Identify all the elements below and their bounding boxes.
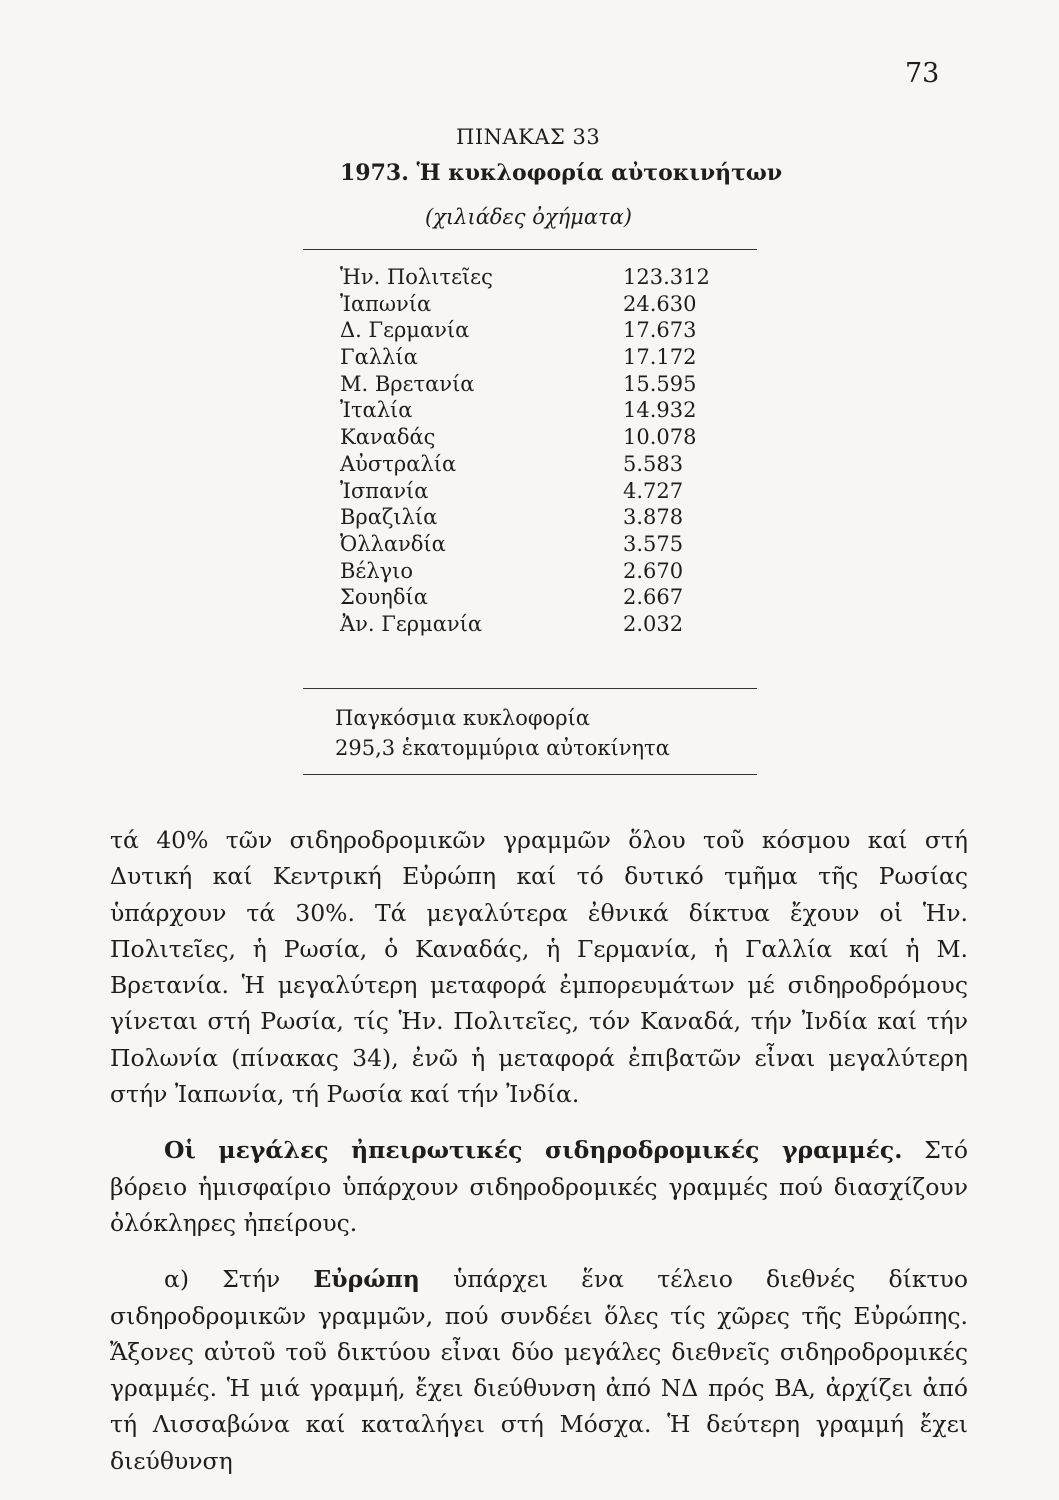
country-name: Βέλγιο [340, 558, 414, 583]
table-row [340, 424, 720, 451]
table-top-rule [303, 249, 757, 250]
table-row [340, 531, 720, 558]
paragraph [110, 1132, 968, 1241]
vehicle-count: 2.670 [623, 558, 684, 583]
table-row [340, 344, 720, 371]
vehicle-count: 24.630 [623, 291, 697, 316]
vehicle-count: 2.032 [623, 611, 684, 636]
table-heading: ΠΙΝΑΚΑΣ 33 [456, 125, 601, 149]
country-name: Ἰταλία [340, 398, 413, 423]
table-total-value: 295,3 ἑκατομμύρια αὐτοκίνητα [335, 736, 670, 760]
table-title: 1973. Ἡ κυκλοφορία αὐτοκινήτων [340, 160, 783, 186]
vehicle-count: 5.583 [623, 451, 684, 476]
country-name: Αὐστραλία [340, 451, 457, 476]
vehicle-count: 17.172 [623, 345, 697, 370]
paragraph [110, 1261, 968, 1479]
country-name: Μ. Βρετανία [340, 371, 475, 396]
table-row [340, 478, 720, 505]
country-name: Βραζιλία [340, 505, 438, 530]
vehicle-count: 15.595 [623, 371, 697, 396]
country-name: Ἰαπωνία [340, 291, 432, 316]
vehicle-count: 3.878 [623, 505, 684, 530]
vehicle-count: 2.667 [623, 585, 684, 610]
table-row [340, 291, 720, 318]
vehicle-count: 4.727 [623, 478, 684, 503]
country-name: Καναδάς [340, 425, 436, 450]
vehicle-count: 10.078 [623, 425, 697, 450]
paragraph-text: α) Στήν [164, 1265, 314, 1294]
table-rows [340, 264, 720, 638]
country-name: Ὀλλανδία [340, 531, 446, 556]
page-number: 73 [905, 58, 940, 89]
vehicle-count: 17.673 [623, 318, 697, 343]
table-row [340, 317, 720, 344]
country-name: Ἡν. Πολιτεῖες [340, 265, 493, 289]
table-row [340, 584, 720, 611]
vehicle-count: 14.932 [623, 398, 697, 423]
paragraph-text: ὑπάρχει ἕνα τέλειο διεθνές δίκτυο σιδηροδρομικῶν γραμμῶν, πού συνδέει ὅλες τίς χῶρες τῆς Εὐρώπης. Ἄξονες αὐτοῦ τοῦ δικτύου εἶναι δύο μεγάλες διεθνεῖς σιδηροδρομικές γραμμές. Ἡ μιά γραμμή, ἔχει διεύθυνση ἀπό ΝΔ πρός ΒΑ, ἀρχίζει ἀπό τή Λισσαβώνα καί καταλήγει στή Μόσχα. Ἡ δεύτερη γραμμή ἔχει διεύθυνση [110, 1265, 968, 1475]
country-name: Γαλλία [340, 345, 418, 370]
country-name: Ἀν. Γερμανία [340, 611, 483, 636]
paragraph-text: Στό βόρειο ἡμισφαίριο ὑπάρχουν σιδηροδρομικές γραμμές πού διασχίζουν ὁλόκληρες ἠπείρους. [110, 1136, 969, 1237]
country-name: Σουηδία [340, 585, 428, 610]
table-middle-rule [303, 688, 757, 689]
body-text [110, 822, 968, 1479]
table-row [340, 611, 720, 638]
table-row [340, 371, 720, 398]
country-name: Δ. Γερμανία [340, 318, 470, 343]
table-bottom-rule [303, 774, 757, 775]
table-row [340, 397, 720, 424]
section-heading: Οἱ μεγάλες ἠπειρωτικές σιδηροδρομικές γραμμές. [164, 1136, 903, 1165]
country-name: Ἰσπανία [340, 478, 429, 503]
emphasis-text: Εὐρώπη [313, 1265, 420, 1294]
table-subtitle: (χιλιάδες ὀχήματα) [425, 205, 632, 229]
paragraph: τά 40% τῶν σιδηροδρομικῶν γραμμῶν ὅλου τοῦ κόσμου καί στή Δυτική καί Κεντρική Εὐρώπη καί τό δυτικό τμῆμα τῆς Ρωσίας ὑπάρχουν τά 30%. Τά μεγαλύτερα ἐθνικά δίκτυα ἔχουν οἱ Ἡν. Πολιτεῖες, ἡ Ρωσία, ὁ Καναδάς, ἡ Γερμανία, ἡ Γαλλία καί ἡ Μ. Βρετανία. Ἡ μεγαλύτερη μεταφορά ἐμπορευμάτων μέ σιδηροδρόμους γίνεται στή Ρωσία, τίς Ἡν. Πολιτεῖες, τόν Καναδά, τήν Ἰνδία καί τήν Πολωνία (πίνακας 34), ἐνῶ ἡ μεταφορά ἐπιβατῶν εἶναι μεγαλύτερη στήν Ἰαπωνία, τή Ρωσία καί τήν Ἰνδία. [110, 826, 968, 1109]
vehicle-count: 123.312 [623, 265, 710, 289]
table-row [340, 558, 720, 585]
table-row [340, 504, 720, 531]
table-row [340, 451, 720, 478]
vehicle-count: 3.575 [623, 531, 684, 556]
table-row [340, 264, 720, 291]
table-total-label: Παγκόσμια κυκλοφορία [335, 706, 590, 730]
